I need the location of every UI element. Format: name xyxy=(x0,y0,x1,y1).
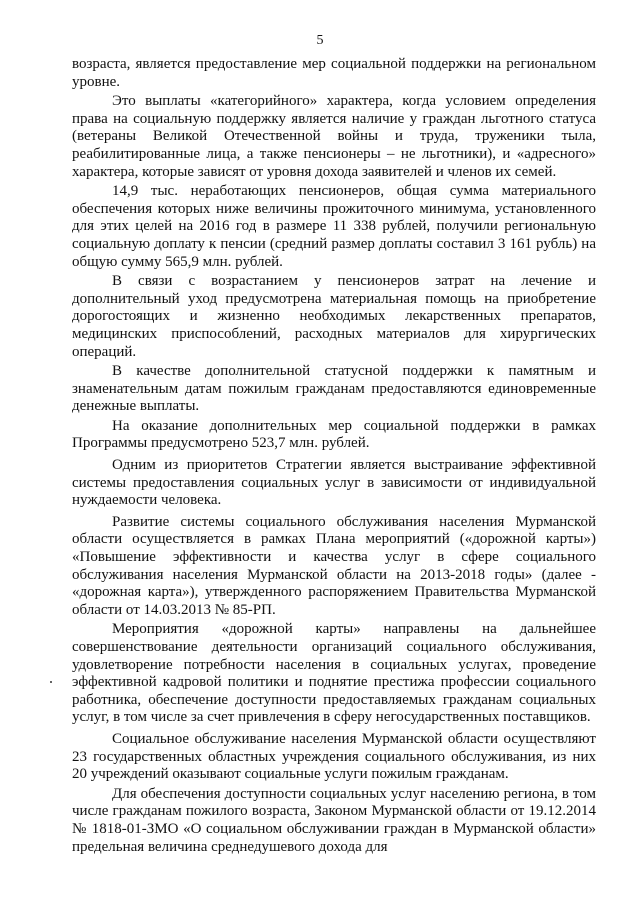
paragraph-institutions: Социальное обслуживание населения Мурманской области осуществляют 23 государственных областных учреждения социального обслуживания, из них 20 учреждений оказывают социальные услуги пожилым гражданам. xyxy=(72,730,596,783)
paragraph-memorable-dates: В качестве дополнительной статусной поддержки к памятным и знаменательным датам пожилым гражданам предоставляются единовременные денежные выплаты. xyxy=(72,363,596,415)
page-number: 5 xyxy=(316,33,324,48)
paragraph-category-payments: Это выплаты «категорийного» характера, когда условием определения права на социальную поддержку является наличие у граждан льготного статуса (ветераны Великой Отечественной войны и труда, труженики тыла, реабилитированные лица, а также пенсионеры – не льготники), и «адресного» характера, которые зависят от уровня дохода заявителей и членов их семей. xyxy=(72,93,596,180)
paragraph-strategy-priority: Одним из приоритетов Стратегии является выстраивание эффективной системы предоставления социальных услуг в зависимости от индивидуальной нуждаемости человека. xyxy=(72,457,596,509)
paragraph-continuation: возраста, является предоставление мер социальной поддержки на региональном уровне. xyxy=(72,56,596,90)
paragraph-roadmap: Развитие системы социального обслуживания населения Мурманской области осуществляется в рамках Плана мероприятий («дорожной карты») «Повышение эффективности и качества услуг в сфере социального обслуживания населения Мурманской области на 2013-2018 годы» (далее - «дорожная карта»), утвержденного распоряжением Правительства Мурманской области от 14.03.2013 № 85-РП. xyxy=(72,513,596,618)
scan-artifact-mark xyxy=(50,681,52,683)
paragraph-roadmap-measures: Мероприятия «дорожной карты» направлены на дальнейшее совершенствование деятельности организаций социального обслуживания, удовлетворение потребности населения в социальных услугах, проведение эффективной кадровой политики и поднятие престижа профессии социального работника, обеспечение доступности предоставляемых гражданам социальных услуг, в том числе за счет привлечения в сферу негосударственных поставщиков. xyxy=(72,621,596,726)
paragraph-material-assistance: В связи с возрастанием у пенсионеров затрат на лечение и дополнительный уход предусмотрена материальная помощь на приобретение дорогостоящих и жизненно необходимых лекарственных препаратов, медицинских приспособлений, расходных материалов для хирургических операций. xyxy=(72,273,596,360)
paragraph-service-access: Для обеспечения доступности социальных услуг населению региона, в том числе гражданам пожилого возраста, Законом Мурманской области от 19.12.2014 № 1818-01-ЗМО «О социальном обслуживании граждан в Мурманской области» предельная величина среднедушевого дохода для xyxy=(72,785,596,855)
document-body xyxy=(72,56,596,856)
paragraph-program-funding: На оказание дополнительных мер социальной поддержки в рамках Программы предусмотрено 523,7 млн. рублей. xyxy=(72,417,596,452)
paragraph-social-supplement: 14,9 тыс. неработающих пенсионеров, общая сумма материального обеспечения которых ниже величины прожиточного минимума, установленного для этих целей на 2016 год в размере 11 338 рублей, получили региональную социальную доплату к пенсии (средний размер доплаты составил 3 161 рубль) на общую сумму 565,9 млн. рублей. xyxy=(72,183,596,270)
